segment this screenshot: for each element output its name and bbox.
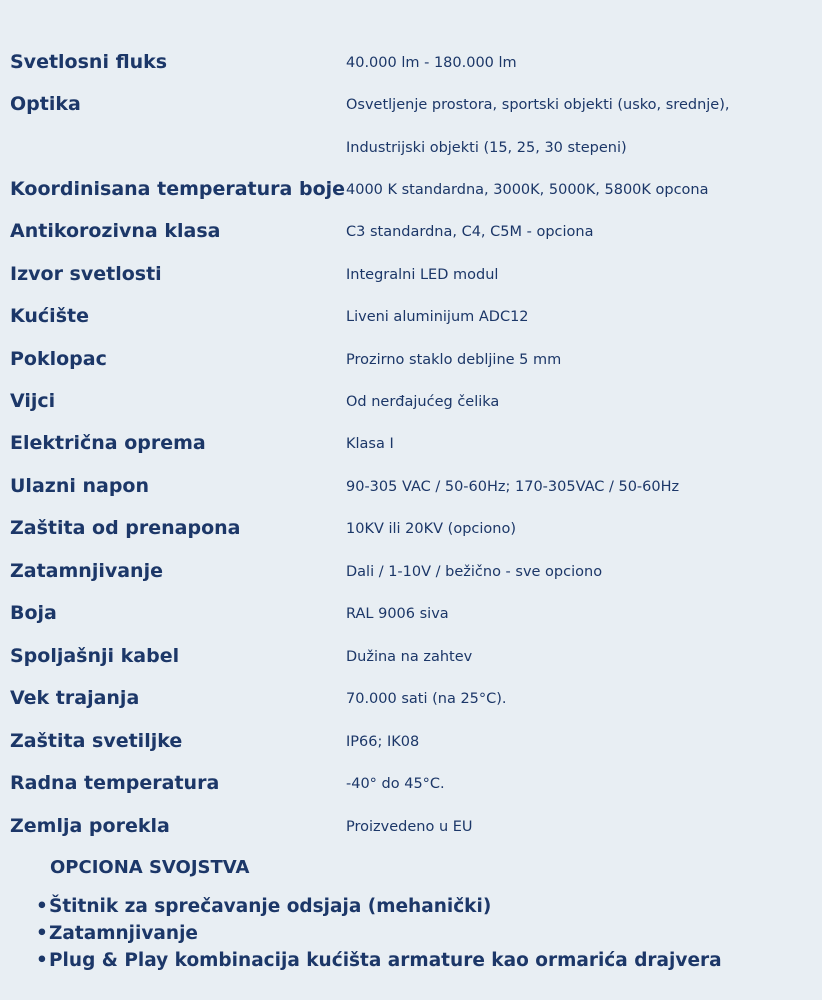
optional-features-list bbox=[36, 893, 722, 974]
spec-value: -40° do 45°C. bbox=[346, 776, 445, 792]
spec-label: Boja bbox=[10, 602, 57, 624]
spec-label: Radna temperatura bbox=[10, 772, 220, 794]
spec-value: C3 standardna, C4, C5M - opciona bbox=[346, 224, 594, 240]
spec-value: Prozirno staklo debljine 5 mm bbox=[346, 352, 562, 368]
optional-features-title: OPCIONA SVOJSTVA bbox=[50, 857, 250, 878]
spec-label: Koordinisana temperatura boje bbox=[10, 178, 346, 200]
spec-value: Klasa I bbox=[346, 436, 394, 452]
bullet-icon: • bbox=[36, 950, 48, 971]
spec-label: Poklopac bbox=[10, 348, 107, 370]
spec-label: Zatamnjivanje bbox=[10, 560, 163, 582]
spec-label: Zaštita svetiljke bbox=[10, 730, 183, 752]
list-item bbox=[36, 920, 722, 947]
spec-value: 4000 K standardna, 3000K, 5000K, 5800K opcona bbox=[346, 182, 709, 198]
spec-value: 10KV ili 20KV (opciono) bbox=[346, 521, 516, 537]
spec-value-continued: Industrijski objekti (15, 25, 30 stepeni) bbox=[346, 140, 627, 156]
list-item-text: Plug & Play kombinacija kućišta armature kao ormarića drajvera bbox=[49, 950, 722, 971]
spec-label: Vijci bbox=[10, 390, 56, 412]
list-item-text: Štitnik za sprečavanje odsjaja (mehanički) bbox=[49, 896, 492, 917]
bullet-icon: • bbox=[36, 896, 48, 917]
spec-value: 70.000 sati (na 25°C). bbox=[346, 691, 507, 707]
list-item-text: Zatamnjivanje bbox=[49, 923, 198, 944]
spec-label: Spoljašnji kabel bbox=[10, 645, 180, 667]
bullet-icon: • bbox=[36, 923, 48, 944]
list-item bbox=[36, 947, 722, 974]
spec-value: 90-305 VAC / 50-60Hz; 170-305VAC / 50-60Hz bbox=[346, 479, 680, 495]
spec-label: Električna oprema bbox=[10, 432, 206, 454]
spec-value: 40.000 lm - 180.000 lm bbox=[346, 55, 517, 71]
spec-value: RAL 9006 siva bbox=[346, 606, 449, 622]
spec-label: Zaštita od prenapona bbox=[10, 517, 241, 539]
spec-label: Antikorozivna klasa bbox=[10, 220, 221, 242]
list-item bbox=[36, 893, 722, 920]
spec-label: Kućište bbox=[10, 305, 89, 327]
spec-value: IP66; IK08 bbox=[346, 734, 420, 750]
spec-value: Dali / 1-10V / bežično - sve opciono bbox=[346, 564, 603, 580]
spec-label: Optika bbox=[10, 93, 81, 115]
spec-label: Zemlja porekla bbox=[10, 815, 170, 837]
spec-value: Liveni aluminijum ADC12 bbox=[346, 309, 529, 325]
spec-label: Izvor svetlosti bbox=[10, 263, 162, 285]
spec-label: Ulazni napon bbox=[10, 475, 150, 497]
spec-value: Osvetljenje prostora, sportski objekti (usko, srednje), bbox=[346, 97, 730, 113]
spec-value: Od nerđajućeg čelika bbox=[346, 394, 500, 410]
spec-label: Vek trajanja bbox=[10, 687, 140, 709]
spec-label: Svetlosni fluks bbox=[10, 51, 168, 73]
spec-value: Proizvedeno u EU bbox=[346, 819, 473, 835]
spec-value: Dužina na zahtev bbox=[346, 649, 473, 665]
spec-value: Integralni LED modul bbox=[346, 267, 499, 283]
